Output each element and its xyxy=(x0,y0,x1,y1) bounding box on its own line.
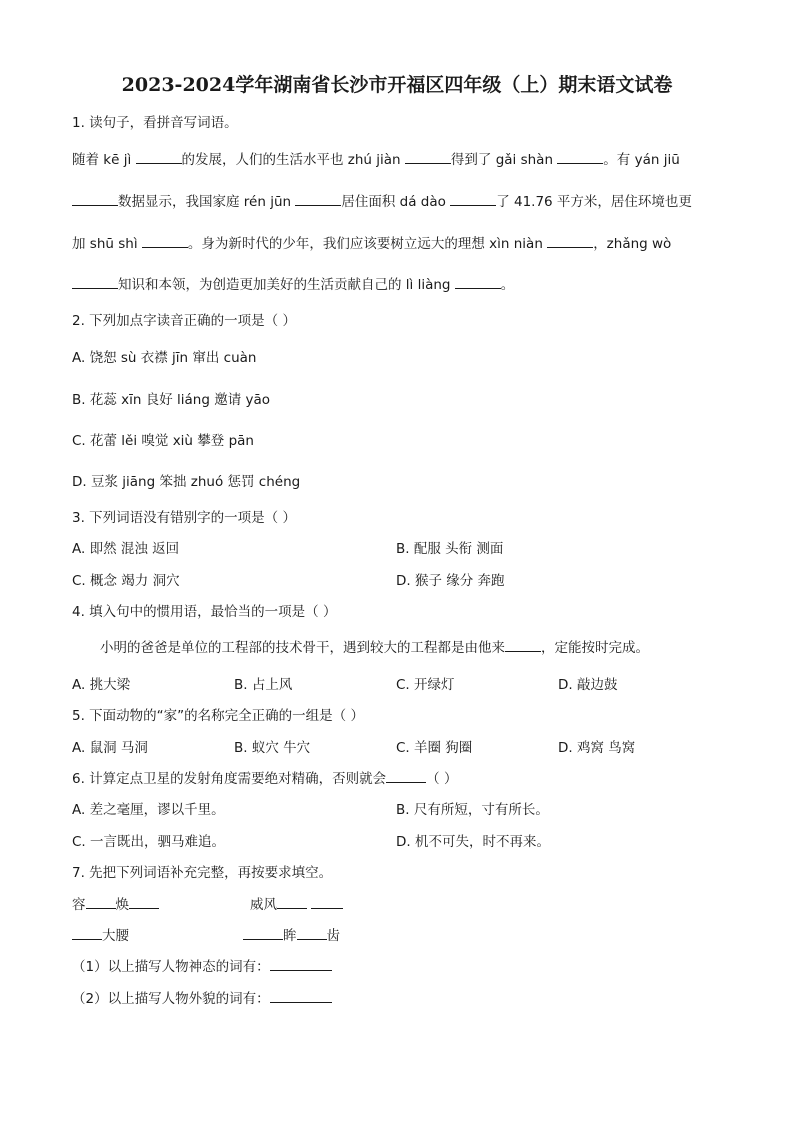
q4-option-b[interactable]: B. 占上风 xyxy=(234,677,293,693)
answer-blank[interactable] xyxy=(270,958,332,971)
q6-option-a[interactable]: A. 差之毫厘，谬以千里。 xyxy=(72,802,225,818)
q7-stem: 7. 先把下列词语补充完整，再按要求填空。 xyxy=(72,865,333,881)
q7-word-2: 威风 xyxy=(250,893,343,913)
q1-line-2: 数据显示，我国家庭 rén jūn 居住面积 dá dào 了 41.76 平方米，居住环境也更 xyxy=(72,190,692,210)
answer-blank[interactable] xyxy=(277,896,307,909)
answer-blank[interactable] xyxy=(295,193,341,206)
q6-option-b[interactable]: B. 尺有所短，寸有所长。 xyxy=(396,802,549,818)
answer-blank[interactable] xyxy=(270,990,332,1003)
answer-blank[interactable] xyxy=(405,151,451,164)
q1-line-4: 知识和本领，为创造更加美好的生活贡献自己的 lì liàng 。 xyxy=(72,273,514,293)
answer-blank[interactable] xyxy=(72,927,102,940)
q2-stem: 2. 下列加点字读音正确的一项是（ ） xyxy=(72,313,296,329)
q2-option-b[interactable]: B. 花蕊 xīn 良好 liáng 邀请 yāo xyxy=(72,392,271,408)
q7-word-4: 眸 齿 xyxy=(243,924,340,944)
answer-blank[interactable] xyxy=(136,151,182,164)
q1-line-1: 随着 kē jì 的发展，人们的生活水平也 zhú jiàn 得到了 gǎi shàn 。有 yán jiū xyxy=(72,152,680,168)
answer-blank[interactable] xyxy=(142,235,188,248)
q6-option-d[interactable]: D. 机不可失，时不再来。 xyxy=(396,834,550,850)
q4-stem: 4. 填入句中的惯用语，最恰当的一项是（ ） xyxy=(72,604,337,620)
q3-option-a[interactable]: A. 即然 混浊 返回 xyxy=(72,541,180,557)
q7-sub-2: （2）以上描写人物外貌的词有： xyxy=(72,987,332,1007)
q5-option-b[interactable]: B. 蚁穴 牛穴 xyxy=(234,740,311,756)
q1-line-3: 加 shū shì 。身为新时代的少年，我们应该要树立远大的理想 xìn niàn ，zhǎng wò xyxy=(72,236,672,252)
answer-blank[interactable] xyxy=(450,193,496,206)
answer-blank[interactable] xyxy=(86,896,116,909)
q2-option-a[interactable]: A. 饶恕 sù 衣襟 jīn 窜出 cuàn xyxy=(72,350,257,366)
q6-option-c[interactable]: C. 一言既出，驷马难追。 xyxy=(72,834,226,850)
answer-blank[interactable] xyxy=(455,276,501,289)
q4-sentence: 小明的爸爸是单位的工程部的技术骨干，遇到较大的工程都是由他来 ，定能按时完成。 xyxy=(100,640,649,656)
answer-blank[interactable] xyxy=(311,896,343,909)
answer-blank[interactable] xyxy=(243,927,283,940)
q7-word-1: 容 焕 xyxy=(72,893,159,913)
answer-blank[interactable] xyxy=(72,193,118,206)
q5-stem: 5. 下面动物的“家”的名称完全正确的一组是（ ） xyxy=(72,708,364,724)
q4-option-d[interactable]: D. 敲边鼓 xyxy=(558,677,618,693)
q5-option-a[interactable]: A. 鼠洞 马洞 xyxy=(72,740,148,756)
q3-option-b[interactable]: B. 配服 头衔 测面 xyxy=(396,541,504,557)
q4-option-a[interactable]: A. 挑大梁 xyxy=(72,677,131,693)
q7-sub-1: （1）以上描写人物神态的词有： xyxy=(72,955,332,975)
answer-blank[interactable] xyxy=(129,896,159,909)
q2-option-c[interactable]: C. 花蕾 lěi 嗅觉 xiù 攀登 pān xyxy=(72,433,254,449)
q5-option-c[interactable]: C. 羊圈 狗圈 xyxy=(396,740,473,756)
q3-stem: 3. 下列词语没有错别字的一项是（ ） xyxy=(72,510,296,526)
q3-option-d[interactable]: D. 猴子 缘分 奔跑 xyxy=(396,573,505,589)
answer-blank[interactable] xyxy=(72,276,118,289)
q5-option-d[interactable]: D. 鸡窝 鸟窝 xyxy=(558,740,636,756)
answer-blank[interactable] xyxy=(386,770,426,783)
answer-blank[interactable] xyxy=(505,639,541,652)
answer-blank[interactable] xyxy=(557,151,603,164)
answer-blank[interactable] xyxy=(297,927,327,940)
q2-option-d[interactable]: D. 豆浆 jiāng 笨拙 zhuó 惩罚 chéng xyxy=(72,474,301,490)
q7-word-3: 大腰 xyxy=(72,924,129,944)
page-title: 2023-2024学年湖南省长沙市开福区四年级（上）期末语文试卷 xyxy=(121,74,673,96)
q1-stem: 1. 读句子，看拼音写词语。 xyxy=(72,115,238,131)
q3-option-c[interactable]: C. 概念 竭力 洞穴 xyxy=(72,573,180,589)
answer-blank[interactable] xyxy=(547,235,593,248)
q6-stem: 6. 计算定点卫星的发射角度需要绝对精确，否则就会 （ ） xyxy=(72,771,458,787)
q4-option-c[interactable]: C. 开绿灯 xyxy=(396,677,455,693)
